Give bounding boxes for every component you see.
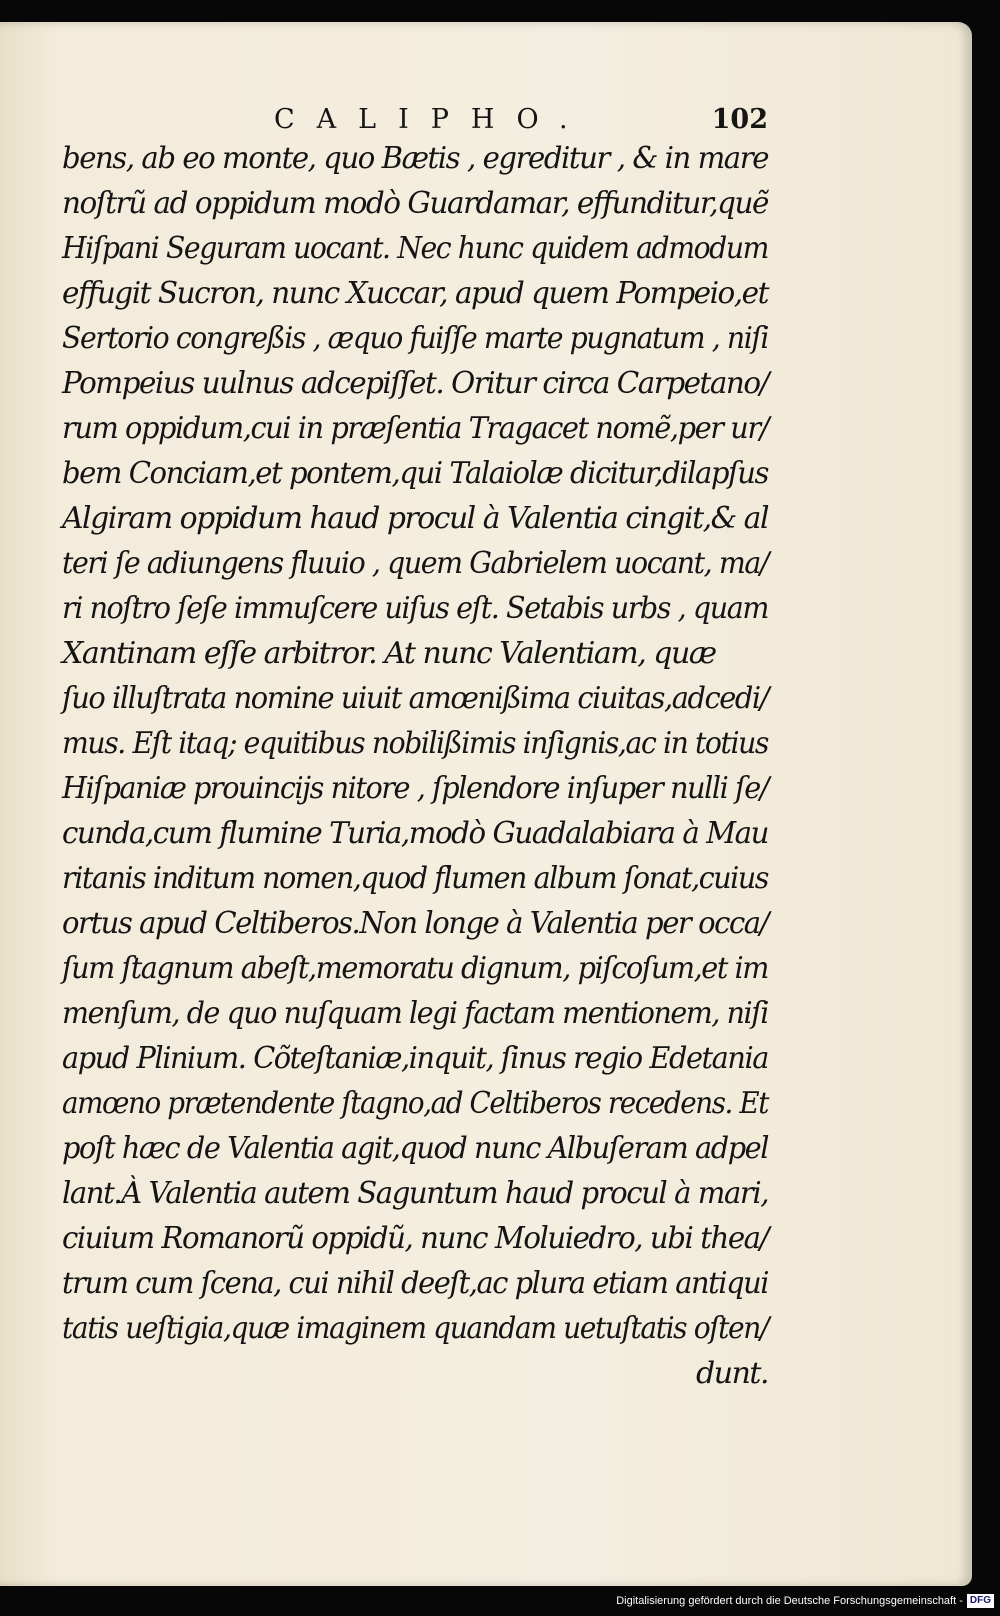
- running-header: [62, 104, 768, 138]
- text-line: amœno prætendente ſtagno,ad Celtiberos recedens. Et: [62, 1086, 768, 1121]
- text-line: tatis ueſtigia,quæ imaginem quandam uetuſtatis oſten/: [62, 1311, 768, 1346]
- digitization-credit: [616, 1590, 994, 1612]
- text-line: mus. Eſt itaq; equitibus nobilißimis inſignis,ac in totius: [62, 726, 768, 761]
- text-line: ciuium Romanorũ oppidũ, nunc Moluiedro, ubi thea/: [62, 1221, 768, 1256]
- text-line: cunda,cum flumine Turia,modò Guadalabiara à Mau: [62, 816, 768, 851]
- text-line: effugit Sucron, nunc Xuccar, apud quem Pompeio,et: [62, 276, 768, 311]
- text-line: menſum, de quo nuſquam legi factam mentionem, niſi: [62, 996, 768, 1031]
- text-line: ſuo illuſtrata nomine uiuit amœnißima ciuitas,adcedi/: [62, 681, 768, 716]
- text-line: trum cum ſcena, cui nihil deeſt,ac plura etiam antiqui: [62, 1266, 768, 1301]
- text-line: Sertorio congreßis , æquo fuiſſe marte pugnatum , niſi: [62, 321, 768, 356]
- text-line: bem Conciam,et pontem,qui Talaiolæ dicitur,dilapſus: [62, 456, 768, 491]
- text-line: Xantinam eſſe arbitror. At nunc Valentiam, quæ: [62, 636, 716, 671]
- text-line: poſt hæc de Valentia agit,quod nunc Albuſeram adpel: [62, 1131, 768, 1166]
- text-line: ri noſtro ſeſe immuſcere uiſus eſt. Setabis urbs , quam: [62, 591, 768, 626]
- text-line: Hiſpaniæ prouincijs nitore , ſplendore inſuper nulli ſe/: [62, 771, 768, 806]
- text-line: lant.À Valentia autem Saguntum haud procul à mari,: [62, 1176, 768, 1211]
- text-line: bens, ab eo monte, quo Bætis , egreditur , & in mare: [62, 141, 768, 176]
- text-line: teri ſe adiungens fluuio , quem Gabrielem uocant, ma/: [62, 546, 768, 581]
- body-text: [62, 136, 768, 1396]
- page-number: 102: [711, 104, 768, 135]
- text-line: Hiſpani Seguram uocant. Nec hunc quidem admodum: [62, 231, 768, 266]
- catchword: dunt.: [696, 1356, 768, 1391]
- dfg-logo: DFG: [967, 1594, 994, 1608]
- text-line: Pompeius uulnus adcepiſſet. Oritur circa Carpetano/: [62, 366, 768, 401]
- text-line: apud Plinium. Cõteſtaniæ,inquit, ſinus regio Edetania: [62, 1041, 768, 1076]
- text-line: ortus apud Celtiberos.Non longe à Valentia per occa/: [62, 906, 768, 941]
- text-line: ſum ſtagnum abeſt,memoratu dignum, piſcoſum,et im: [62, 951, 768, 986]
- text-line: ritanis inditum nomen,quod flumen album ſonat,cuius: [62, 861, 768, 896]
- running-title: CALIPHO.: [274, 104, 590, 135]
- text-line: rum oppidum,cui in præſentia Tragacet nomẽ,per ur/: [62, 411, 768, 446]
- text-line: Algiram oppidum haud procul à Valentia cingit,& al: [62, 501, 768, 536]
- credit-text: Digitalisierung gefördert durch die Deutsche Forschungsgemeinschaft -: [616, 1595, 963, 1607]
- text-line: noſtrũ ad oppidum modò Guardamar, effunditur,quẽ: [62, 186, 768, 221]
